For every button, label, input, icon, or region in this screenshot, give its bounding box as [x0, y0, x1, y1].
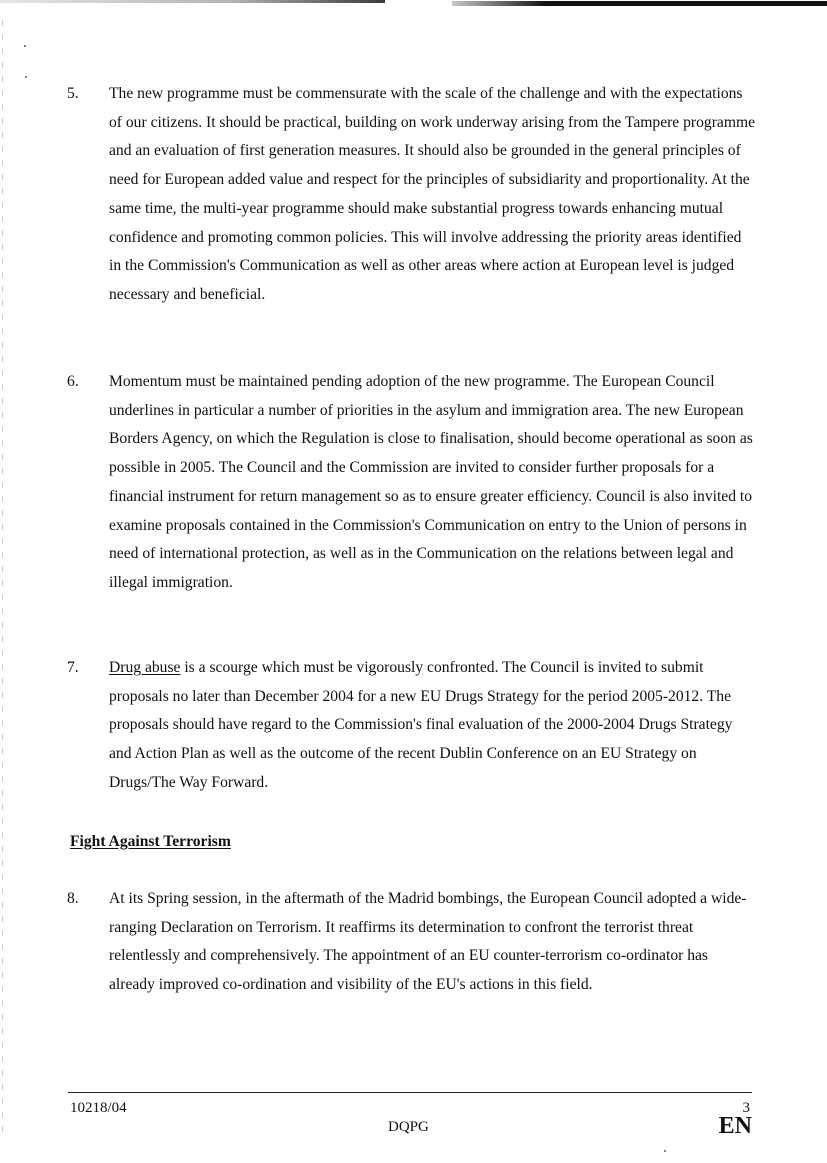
footer-department-code: DQPG — [388, 1119, 429, 1135]
scan-speck — [25, 76, 27, 78]
paragraph-8 — [67, 885, 757, 1000]
paragraph-number: 6. — [67, 373, 79, 390]
paragraph-6 — [67, 368, 757, 598]
paragraph-text: Momentum must be maintained pending adoption of the new programme. The European Council underlines in particular a number of priorities in the asylum and immigration area. The new European Borders Agency, on which the Regulation is close to finalisation, should become operational as soon as possible in 2005. The Council and the Commission are invited to consider further proposals for a financial instrument for return management so as to ensure greater efficiency. Council is also invited to examine proposals contained in the Commission's Communication on entry to the Union of persons in need of international protection, as well as in the Communication on the relations between legal and illegal immigration. — [109, 373, 753, 591]
paragraph-7 — [67, 654, 757, 798]
section-heading-fight-against-terrorism: Fight Against Terrorism — [70, 833, 231, 850]
top-scan-rule-left — [0, 0, 385, 3]
paragraph-number: 5. — [67, 85, 79, 102]
paragraph-number: 7. — [67, 659, 79, 676]
footer-page-number: 3 — [742, 1100, 750, 1116]
drug-abuse-term: Drug abuse — [109, 659, 181, 676]
paragraph-text — [109, 654, 757, 798]
scan-edge-artifact — [2, 20, 3, 1140]
footer-divider — [68, 1092, 752, 1093]
paragraph-text-rest: is a scourge which must be vigorously confronted. The Council is invited to submit proposals no later than December 2004 for a new EU Drugs Strategy for the period 2005-2012. The proposals should have regard to the Commission's final evaluation of the 2000-2004 Drugs Strategy and Action Plan as well as the outcome of the recent Dublin Conference on an EU Strategy on Drugs/The Way Forward. — [109, 659, 733, 791]
paragraph-5 — [67, 80, 757, 310]
top-scan-rule-right — [452, 1, 827, 6]
scan-speck — [24, 45, 26, 47]
footer-document-number: 10218/04 — [70, 1100, 127, 1116]
paragraph-number: 8. — [67, 890, 79, 907]
scan-speck — [664, 1150, 666, 1152]
paragraph-text: The new programme must be commensurate with the scale of the challenge and with the expectations of our citizens. It should be practical, building on work underway arising from the Tampere programme and an evaluation of first generation measures. It should also be grounded in the general principles of need for European added value and respect for the principles of subsidiarity and proportionality. At the same time, the multi-year programme should make substantial progress towards enhancing mutual confidence and promoting common policies. This will involve addressing the priority areas identified in the Commission's Communication as well as other areas where action at European level is judged necessary and beneficial. — [109, 85, 756, 303]
paragraph-text: At its Spring session, in the aftermath of the Madrid bombings, the European Council adopted a wide-ranging Declaration on Terrorism. It reaffirms its determination to confront the terrorist threat relentlessly and comprehensively. The appointment of an EU counter-terrorism co-ordinator has already improved co-ordination and visibility of the EU's actions in this field. — [109, 890, 747, 994]
footer-language-code: EN — [718, 1113, 752, 1139]
